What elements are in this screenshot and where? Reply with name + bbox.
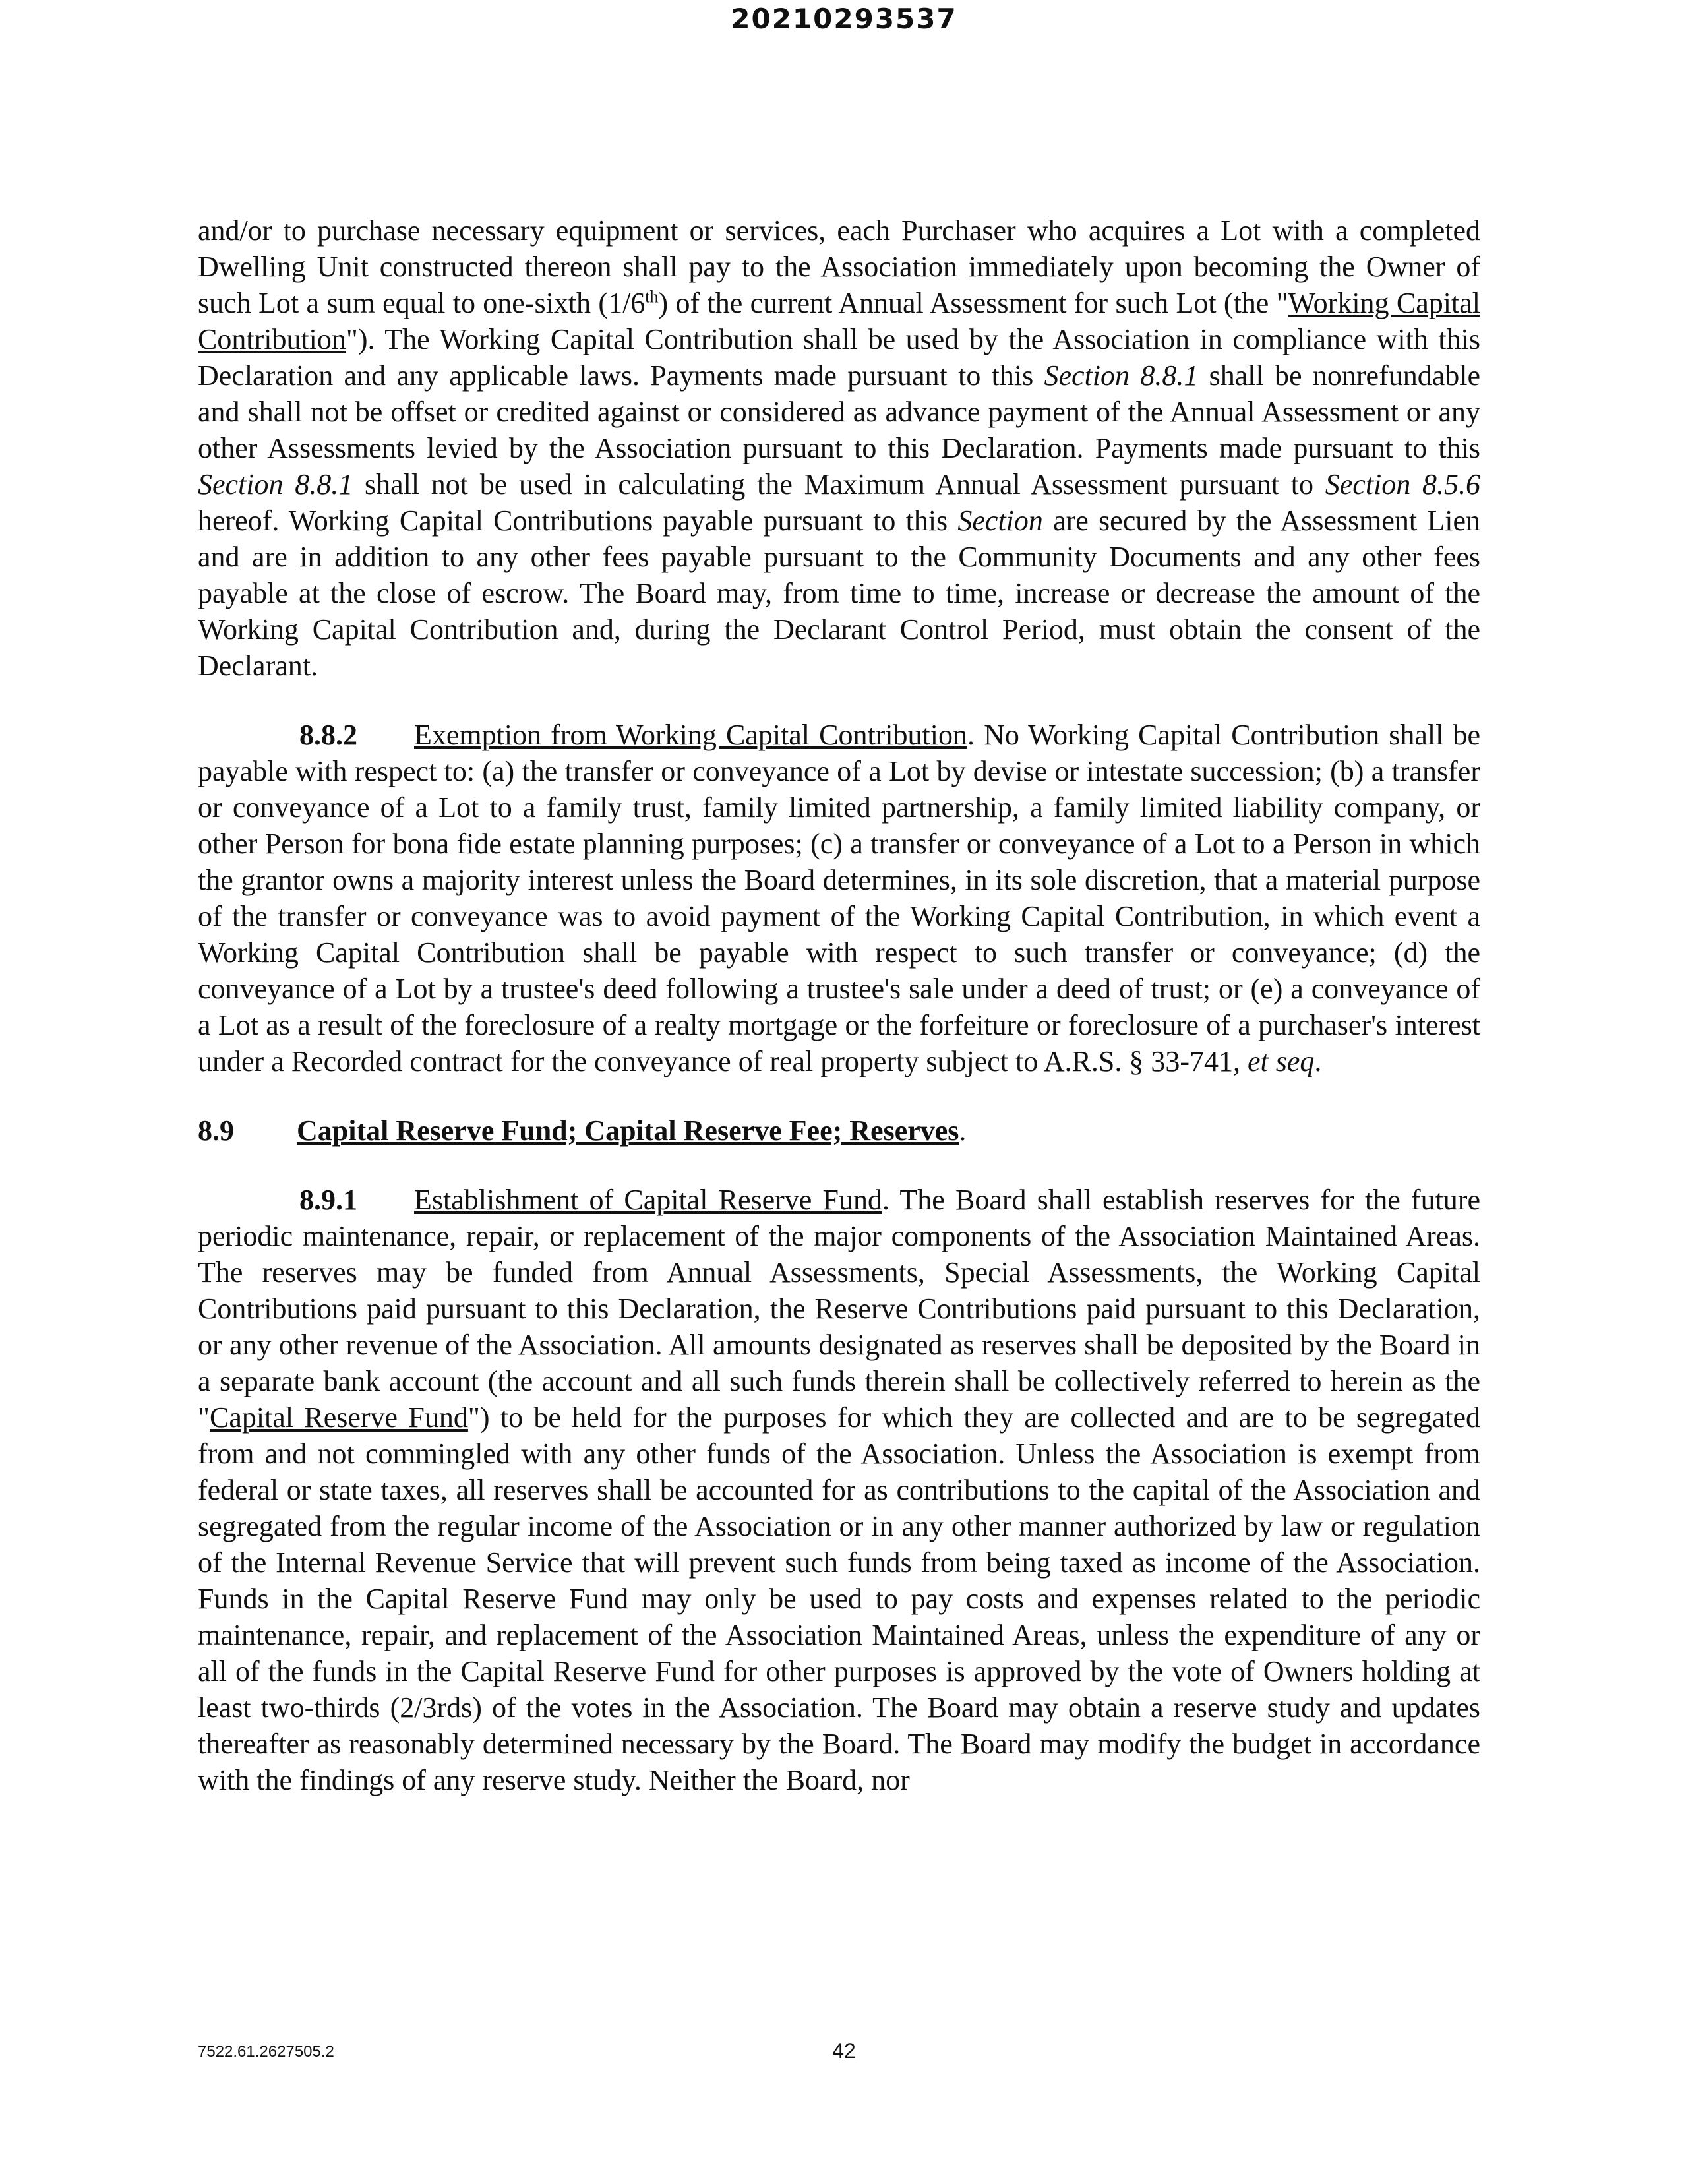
subsection-number: 8.8.2 [299, 719, 357, 751]
superscript: th [645, 287, 659, 307]
section-number: 8.9 [198, 1114, 234, 1147]
spacer [198, 1149, 1480, 1182]
defined-term: Working Capital Contribution [198, 287, 1480, 355]
text-run: are secured by the Assessment Lien and are in addition to any other fees payable pursuant to the Community Documents and any other fees payable at the close of escrow. The Board may, from time to time, increase or decrease the amount of the Working Capital Contribution and, during the Declarant Control Period, must obtain the consent of the Declarant. [198, 504, 1480, 682]
paragraph-working-capital [198, 212, 1480, 684]
text-run: hereof. Working Capital Contributions payable pursuant to this [198, 504, 958, 537]
paragraph-exemption [198, 717, 1480, 1079]
subsection-title: Establishment of Capital Reserve Fund [414, 1184, 882, 1216]
text-run: "). The Working Capital Contribution shall be used by the Association in compliance with this Declaration and any applicable laws. Payments made pursuant to this [198, 323, 1480, 392]
section-reference: Section 8.8.1 [198, 468, 353, 501]
footer-document-id: 7522.61.2627505.2 [198, 2043, 334, 2061]
page-number: 42 [832, 2039, 856, 2063]
text-run: shall be nonrefundable and shall not be offset or credited against or considered as advance payment of the Annual Assessment or any other Assessments levied by the Association pursuant to this Declaration. Payments made pursuant to this [198, 359, 1481, 464]
recording-number: 20210293537 [731, 3, 957, 35]
text-run: . The Board shall establish reserves for the future periodic maintenance, repair, or replacement of the major components of the Association Maintained Areas. The reserves may be funded from Annual Assessments, Special Assessments, the Working Capital Contributions paid pursuant to this Declaration, the Reserve Contributions paid pursuant to this Declaration, or any other revenue of the Association. All amounts designated as reserves shall be deposited by the Board in a separate bank account (the account and all such funds therein shall be collectively referred to herein as the " [198, 1184, 1480, 1434]
text-run: . [1314, 1045, 1322, 1077]
text-run: ") to be held for the purposes for which they are collected and are to be segregated from and not commingled with any other funds of the Association. Unless the Association is exempt from federal or state taxes, all reserves shall be accounted for as contributions to the capital of the Association and segregated from the regular income of the Association or in any other manner authorized by law or regulation of the Internal Revenue Service that will prevent such funds from being taxed as income of the Association. Funds in the Capital Reserve Fund may only be used to pay costs and expenses related to the periodic maintenance, repair, and replacement of the Association Maintained Areas, unless the expenditure of any or all of the funds in the Capital Reserve Fund for other purposes is approved by the vote of Owners holding at least two-thirds (2/3rds) of the votes in the Association. The Board may obtain a reserve study and updates thereafter as reasonably determined necessary by the Board. The Board may modify the budget in accordance with the findings of any reserve study. Neither the Board, nor [198, 1401, 1481, 1796]
text-run: and/or to purchase necessary equipment or services, each Purchaser who acquires a Lot with a completed Dwelling Unit constructed thereon shall pay to the Association immediately upon becoming the Owner of such Lot a sum equal to one-sixth (1/6 [198, 214, 1480, 319]
section-reference: Section 8.8.1 [1044, 359, 1199, 392]
text-run: . No Working Capital Contribution shall be payable with respect to: (a) the transfer or conveyance of a Lot by devise or intestate succession; (b) a transfer or conveyance of a Lot to a family trust, family limited partnership, a family limited liability company, or other Person for bona fide estate planning purposes; (c) a transfer or conveyance of a Lot to a Person in which the grantor owns a majority interest unless the Board determines, in its sole discretion, that a material purpose of the transfer or conveyance was to avoid payment of the Working Capital Contribution, in which event a Working Capital Contribution shall be payable with respect to such transfer or conveyance; (d) the conveyance of a Lot by a trustee's deed following a trustee's sale under a deed of trust; or (e) a conveyance of a Lot as a result of the foreclosure of a realty mortgage or the forfeiture or foreclosure of a purchaser's interest under a Recorded contract for the conveyance of real property subject to A.R.S. § 33-741, [198, 719, 1480, 1077]
text-run: ) of the current Annual Assessment for such Lot (the " [658, 287, 1288, 319]
defined-term: Capital Reserve Fund [209, 1401, 468, 1434]
document-body [198, 212, 1480, 1798]
subsection-title: Exemption from Working Capital Contribution [414, 719, 968, 751]
section-heading [198, 1112, 1480, 1149]
text-run: shall not be used in calculating the Maximum Annual Assessment pursuant to [353, 468, 1325, 501]
section-reference: Section 8.5.6 [1325, 468, 1481, 501]
spacer [198, 1079, 1480, 1112]
section-title: Capital Reserve Fund; Capital Reserve Fee; Reserves [297, 1114, 959, 1147]
spacer [198, 684, 1480, 717]
latin-term: et seq [1248, 1045, 1315, 1077]
text-run: . [959, 1114, 967, 1147]
subsection-number: 8.9.1 [299, 1184, 357, 1216]
paragraph-capital-reserve [198, 1182, 1480, 1798]
section-reference: Section [957, 504, 1043, 537]
